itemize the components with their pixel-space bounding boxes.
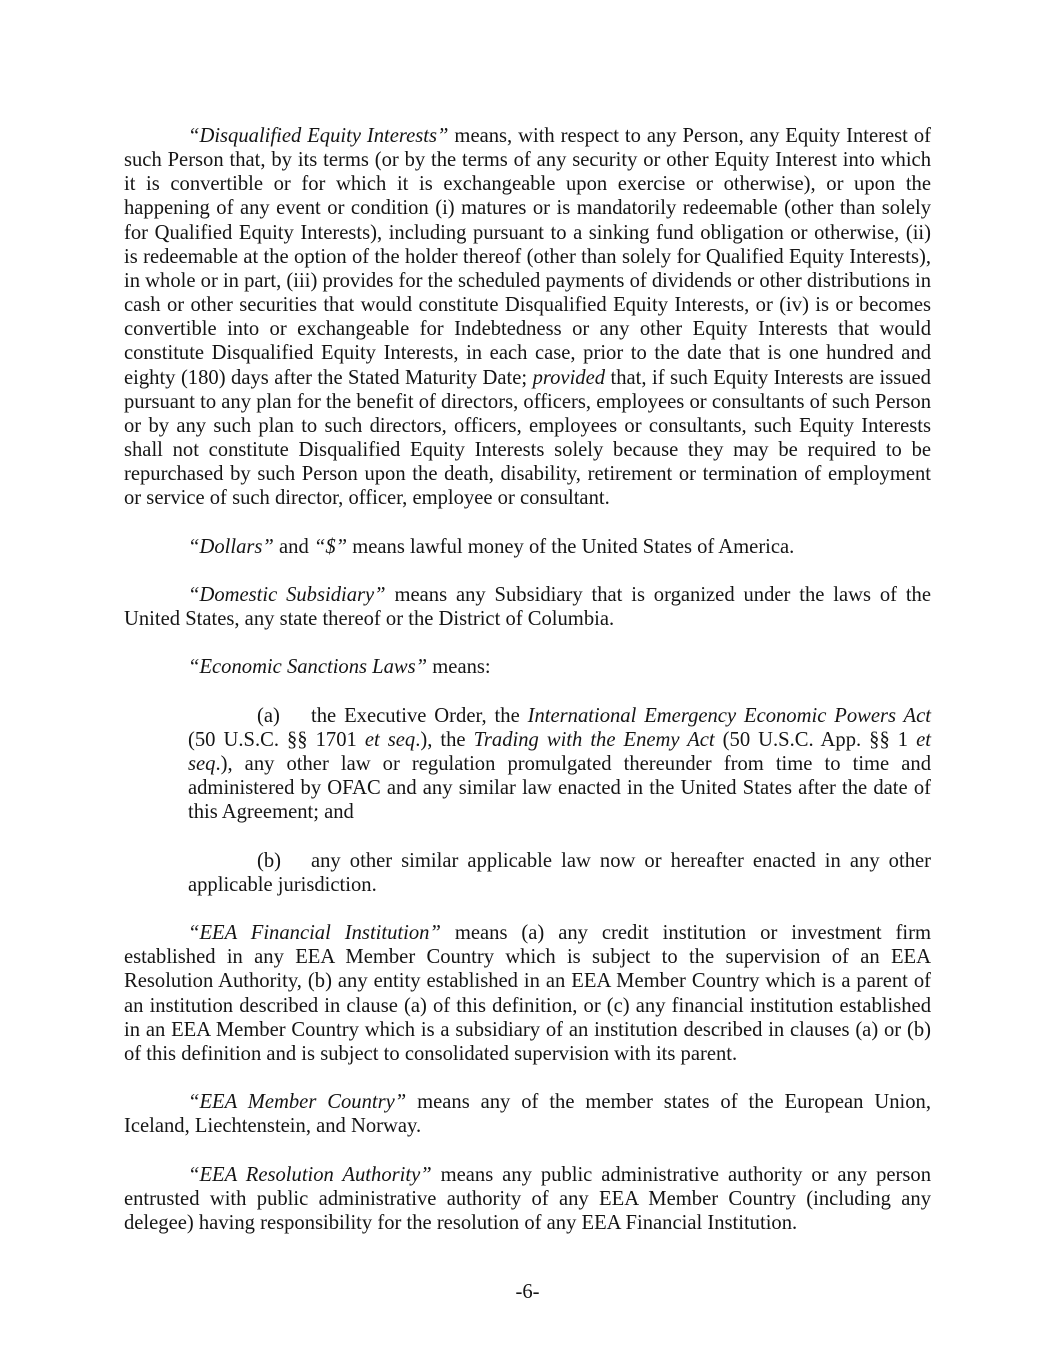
citation-et-seq: et seq bbox=[364, 728, 416, 751]
definition-dollars bbox=[124, 535, 931, 559]
definition-term: “Dollars” bbox=[188, 535, 274, 558]
page-body bbox=[124, 124, 931, 1259]
definition-domestic-subsidiary bbox=[124, 583, 931, 631]
definition-eea-resolution-authority bbox=[124, 1163, 931, 1235]
citation-et-seq: et seq bbox=[188, 728, 931, 775]
definition-text: means: bbox=[427, 656, 491, 679]
definition-term: “Domestic Subsidiary” bbox=[188, 583, 386, 606]
definition-connector: and bbox=[273, 535, 314, 558]
proviso-emphasis: provided bbox=[532, 366, 606, 389]
clause-text: (50 U.S.C. App. §§ 1 bbox=[714, 728, 917, 751]
definition-eea-member-country bbox=[124, 1090, 931, 1138]
clause-label: (a) bbox=[257, 704, 280, 727]
clause-text: .), the bbox=[415, 728, 474, 751]
definition-eea-financial-institution bbox=[124, 921, 931, 1066]
definition-economic-sanctions-laws bbox=[124, 655, 931, 679]
definition-disqualified-equity-interests bbox=[124, 124, 931, 511]
definition-term: “EEA Resolution Authority” bbox=[188, 1163, 432, 1186]
definition-text: means, with respect to any Person, any Equity Interest of such Person that, by its terms (or by the terms of any security or other Equity Interest into which it is convertible or for which it is exchangeable upon exercise or otherwise), or upon the happening of any event or condition (i) matures or is mandatorily redeemable (other than solely for Qualified Equity Interests), including pursuant to a sinking fund obligation or otherwise, (ii) is redeemable at the option of the holder thereof (other than solely for Qualified Equity Interests), in whole or in part, (iii) provides for the scheduled payments of dividends or other distributions in cash or other securities that would constitute Disqualified Equity Interests, or (iv) is or becomes convertible into or exchangeable for Indebtedness or any other Equity Interests that would constitute Disqualified Equity Interests, in each case, prior to the date that is one hundred and eighty (180) days after the Stated Maturity Date; bbox=[124, 125, 932, 389]
definition-term: “Disqualified Equity Interests” bbox=[188, 125, 449, 147]
definition-text: means any public administrative authority or any person entrusted with public administrative authority of any EEA Member Country (including any delegee) having responsibility for the resolution of any EEA Financial Institution. bbox=[124, 1163, 931, 1234]
definition-term: “Economic Sanctions Laws” bbox=[188, 656, 428, 679]
clause-a bbox=[188, 704, 931, 825]
clause-text: the Executive Order, the bbox=[311, 704, 528, 727]
definition-term-alt: “$” bbox=[313, 535, 348, 558]
definition-term: “EEA Member Country” bbox=[188, 1091, 407, 1114]
statute-title: International Emergency Economic Powers Act bbox=[527, 704, 931, 727]
statute-title: Trading with the Enemy Act bbox=[473, 728, 715, 751]
clause-label: (b) bbox=[257, 849, 282, 872]
definition-text: means (a) any credit institution or investment firm established in any EEA Member Country which is subject to the supervision of an EEA Resolution Authority, (b) any entity established in an EEA Member Country which is a parent of an institution described in clause (a) of this definition, or (c) any financial institution established in an EEA Member Country which is a subsidiary of an institution described in clauses (a) or (b) of this definition and is subject to consolidated supervision with its parent. bbox=[124, 922, 932, 1065]
definition-text: means lawful money of the United States of America. bbox=[347, 535, 795, 558]
clause-text: (50 U.S.C. §§ 1701 bbox=[188, 728, 365, 751]
definition-text: that, if such Equity Interests are issued pursuant to any plan for the benefit of directors, officers, employees or consultants of such Person or by any such plan to such directors, officers, employees or consultants, such Equity Interests shall not constitute Disqualified Equity Interests solely because they may be required to be repurchased by such Person upon the death, disability, retirement or termination of employment or service of such director, officer, employee or consultant. bbox=[124, 366, 931, 510]
definition-text: means any Subsidiary that is organized under the laws of the United States, any state thereof or the District of Columbia. bbox=[124, 583, 931, 631]
clause-text: .), any other law or regulation promulgated thereunder from time to time and administered by OFAC and any similar law enacted in the United States after the date of this Agreement; and bbox=[188, 753, 931, 824]
definition-text: means any of the member states of the European Union, Iceland, Liechtenstein, and Norway. bbox=[124, 1091, 931, 1138]
definition-term: “EEA Financial Institution” bbox=[188, 922, 441, 945]
page-number: -6- bbox=[515, 1281, 540, 1303]
clause-text: any other similar applicable law now or hereafter enacted in any other applicable jurisdiction. bbox=[188, 849, 931, 896]
clause-b bbox=[188, 849, 931, 897]
